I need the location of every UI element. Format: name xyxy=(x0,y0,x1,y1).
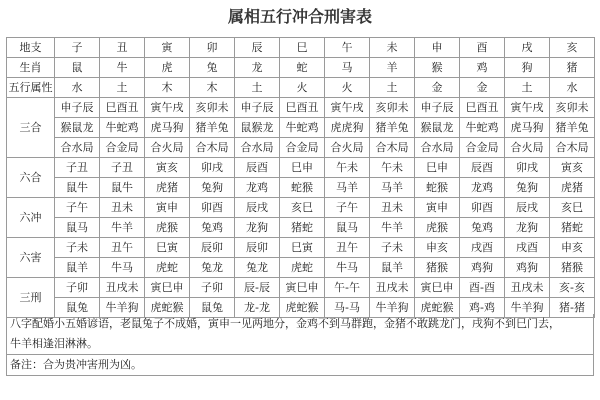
relation-cell: 兔龙 xyxy=(190,258,235,278)
relation-cell: 子丑 xyxy=(100,158,145,178)
relation-cell: 辰戌 xyxy=(505,198,550,218)
relation-cell: 合金局 xyxy=(460,138,505,158)
zodiac-row xyxy=(7,58,595,78)
relation-cell: 猪猴 xyxy=(415,258,460,278)
branch-cell: 子 xyxy=(55,38,100,58)
relation-cell: 牛蛇鸡 xyxy=(280,118,325,138)
relation-cell: 鼠羊 xyxy=(55,258,100,278)
branch-row xyxy=(7,38,595,58)
relation-cell: 鸡狗 xyxy=(460,258,505,278)
relation-cell: 辰-辰 xyxy=(235,278,280,298)
relation-cell: 亥卯未 xyxy=(370,98,415,118)
relation-cell: 合木局 xyxy=(550,138,595,158)
relation-cell: 虎猴 xyxy=(415,218,460,238)
zodiac-relations-table xyxy=(6,37,595,318)
relation-cell: 亥卯未 xyxy=(550,98,595,118)
element-cell: 木 xyxy=(190,78,235,98)
relation-cell: 丑午 xyxy=(325,238,370,258)
relation-cell: 猪蛇 xyxy=(550,218,595,238)
branch-cell: 未 xyxy=(370,38,415,58)
branch-cell: 午 xyxy=(325,38,370,58)
element-cell: 土 xyxy=(100,78,145,98)
relation-cell: 牛马 xyxy=(100,258,145,278)
relation-cell: 合火局 xyxy=(325,138,370,158)
element-cell: 土 xyxy=(505,78,550,98)
element-cell: 金 xyxy=(415,78,460,98)
relation-row xyxy=(7,258,595,278)
relation-cell: 牛蛇鸡 xyxy=(100,118,145,138)
zodiac-cell: 鸡 xyxy=(460,58,505,78)
relation-row xyxy=(7,138,595,158)
element-row xyxy=(7,78,595,98)
relation-cell: 亥卯未 xyxy=(190,98,235,118)
relation-cell: 牛羊 xyxy=(100,218,145,238)
relation-cell: 丑未 xyxy=(370,198,415,218)
branch-cell: 丑 xyxy=(100,38,145,58)
branch-cell: 亥 xyxy=(550,38,595,58)
relation-cell: 寅巳申 xyxy=(145,278,190,298)
relation-cell: 寅亥 xyxy=(550,158,595,178)
relation-cell: 鼠羊 xyxy=(370,258,415,278)
relation-cell: 酉-酉 xyxy=(460,278,505,298)
relation-cell: 合火局 xyxy=(505,138,550,158)
relation-cell: 子卯 xyxy=(190,278,235,298)
relation-cell: 马-马 xyxy=(325,298,370,318)
relation-cell: 虎马狗 xyxy=(505,118,550,138)
relation-cell: 申子辰 xyxy=(415,98,460,118)
relation-cell: 辰酉 xyxy=(235,158,280,178)
group-label: 六冲 xyxy=(7,198,55,238)
branch-cell: 寅 xyxy=(145,38,190,58)
relation-row xyxy=(7,278,595,298)
relation-cell: 子午 xyxy=(325,198,370,218)
relation-cell: 兔鸡 xyxy=(190,218,235,238)
relation-row xyxy=(7,178,595,198)
group-label: 三合 xyxy=(7,98,55,158)
relation-cell: 合木局 xyxy=(370,138,415,158)
zodiac-row-label: 生肖 xyxy=(7,58,55,78)
relation-cell: 虎猴 xyxy=(145,218,190,238)
relation-cell: 辰戌 xyxy=(235,198,280,218)
relation-cell: 亥巳 xyxy=(280,198,325,218)
relation-cell: 子午 xyxy=(55,198,100,218)
relation-cell: 寅巳申 xyxy=(280,278,325,298)
relation-cell: 亥-亥 xyxy=(550,278,595,298)
relation-cell: 寅申 xyxy=(415,198,460,218)
zodiac-cell: 羊 xyxy=(370,58,415,78)
relation-cell: 亥巳 xyxy=(550,198,595,218)
group-label: 六害 xyxy=(7,238,55,278)
relation-cell: 虎蛇猴 xyxy=(415,298,460,318)
relation-cell: 合水局 xyxy=(55,138,100,158)
relation-cell: 合金局 xyxy=(280,138,325,158)
relation-cell: 丑未 xyxy=(100,198,145,218)
relation-cell: 巳申 xyxy=(415,158,460,178)
zodiac-cell: 狗 xyxy=(505,58,550,78)
relation-cell: 兔龙 xyxy=(235,258,280,278)
relation-cell: 子卯 xyxy=(55,278,100,298)
remark: 备注：合为贵冲害刑为凶。 xyxy=(7,354,593,375)
relation-cell: 鼠兔 xyxy=(190,298,235,318)
relation-cell: 虎虎狗 xyxy=(325,118,370,138)
relation-cell: 鼠马 xyxy=(325,218,370,238)
relation-cell: 猪蛇 xyxy=(280,218,325,238)
relation-cell: 戌酉 xyxy=(460,238,505,258)
page-title: 属相五行冲合刑害表 xyxy=(227,7,372,26)
relation-cell: 寅亥 xyxy=(145,158,190,178)
branch-cell: 巳 xyxy=(280,38,325,58)
zodiac-cell: 鼠 xyxy=(55,58,100,78)
zodiac-cell: 马 xyxy=(325,58,370,78)
relation-cell: 猪-猪 xyxy=(550,298,595,318)
proverb-line-2: 牛羊相逢泪淋淋。 xyxy=(10,337,98,350)
relation-cell: 鸡狗 xyxy=(505,258,550,278)
relation-cell: 猪羊兔 xyxy=(550,118,595,138)
zodiac-cell: 兔 xyxy=(190,58,235,78)
relation-cell: 马羊 xyxy=(325,178,370,198)
relation-cell: 兔狗 xyxy=(190,178,235,198)
element-cell: 土 xyxy=(235,78,280,98)
element-cell: 金 xyxy=(460,78,505,98)
relation-cell: 子未 xyxy=(370,238,415,258)
relation-cell: 龙鸡 xyxy=(235,178,280,198)
branch-cell: 酉 xyxy=(460,38,505,58)
relation-cell: 龙狗 xyxy=(505,218,550,238)
relation-cell: 卯酉 xyxy=(460,198,505,218)
relation-cell: 子丑 xyxy=(55,158,100,178)
relation-cell: 丑戌未 xyxy=(100,278,145,298)
relation-cell: 辰卯 xyxy=(190,238,235,258)
relation-cell: 鼠马 xyxy=(55,218,100,238)
relation-cell: 蛇猴 xyxy=(280,178,325,198)
relation-cell: 合金局 xyxy=(100,138,145,158)
element-cell: 木 xyxy=(145,78,190,98)
relation-row xyxy=(7,198,595,218)
relation-cell: 申亥 xyxy=(415,238,460,258)
relation-cell: 虎猪 xyxy=(550,178,595,198)
relation-cell: 午未 xyxy=(370,158,415,178)
relation-cell: 午-午 xyxy=(325,278,370,298)
relation-cell: 牛羊狗 xyxy=(505,298,550,318)
relation-cell: 巳酉丑 xyxy=(460,98,505,118)
relation-cell: 虎蛇猴 xyxy=(145,298,190,318)
relation-cell: 寅午戌 xyxy=(505,98,550,118)
relation-cell: 猴鼠龙 xyxy=(415,118,460,138)
relation-cell: 巳酉丑 xyxy=(100,98,145,118)
relation-cell: 巳申 xyxy=(280,158,325,178)
element-cell: 水 xyxy=(55,78,100,98)
group-label: 三刑 xyxy=(7,278,55,318)
relation-row xyxy=(7,98,595,118)
relation-cell: 合火局 xyxy=(145,138,190,158)
relation-cell: 鸡-鸡 xyxy=(460,298,505,318)
relation-cell: 午未 xyxy=(325,158,370,178)
relation-row xyxy=(7,238,595,258)
zodiac-cell: 龙 xyxy=(235,58,280,78)
proverb-line-1: 八字配婚小五婚谚语，老鼠兔子不成婚，寅申一见两地分，金鸡不到马群跑，金猪不敢跳龙门，戌狗不到巳门去， xyxy=(10,317,560,330)
relation-cell: 寅申 xyxy=(145,198,190,218)
relation-cell: 兔鸡 xyxy=(460,218,505,238)
element-cell: 火 xyxy=(280,78,325,98)
zodiac-cell: 猴 xyxy=(415,58,460,78)
relation-cell: 猴鼠龙 xyxy=(55,118,100,138)
relation-cell: 龙狗 xyxy=(235,218,280,238)
element-cell: 土 xyxy=(370,78,415,98)
zodiac-cell: 虎 xyxy=(145,58,190,78)
branch-cell: 辰 xyxy=(235,38,280,58)
relation-cell: 马羊 xyxy=(370,178,415,198)
branch-row-label: 地支 xyxy=(7,38,55,58)
relation-cell: 龙-龙 xyxy=(235,298,280,318)
relation-cell: 牛蛇鸡 xyxy=(460,118,505,138)
relation-cell: 虎蛇 xyxy=(145,258,190,278)
relation-cell: 申亥 xyxy=(550,238,595,258)
branch-cell: 卯 xyxy=(190,38,235,58)
relation-cell: 牛羊 xyxy=(370,218,415,238)
relation-row xyxy=(7,158,595,178)
element-cell: 水 xyxy=(550,78,595,98)
relation-cell: 猪羊兔 xyxy=(190,118,235,138)
relation-cell: 卯戌 xyxy=(190,158,235,178)
relation-cell: 牛羊狗 xyxy=(100,298,145,318)
relation-row xyxy=(7,118,595,138)
relation-cell: 巳寅 xyxy=(145,238,190,258)
relation-row xyxy=(7,218,595,238)
relation-cell: 丑午 xyxy=(100,238,145,258)
relation-cell: 虎猪 xyxy=(145,178,190,198)
relation-cell: 辰酉 xyxy=(460,158,505,178)
relation-cell: 蛇猴 xyxy=(415,178,460,198)
relation-cell: 辰卯 xyxy=(235,238,280,258)
relation-cell: 兔狗 xyxy=(505,178,550,198)
relation-cell: 牛羊狗 xyxy=(370,298,415,318)
relation-cell: 猪羊兔 xyxy=(370,118,415,138)
relation-cell: 鼠猴龙 xyxy=(235,118,280,138)
relation-cell: 巳酉丑 xyxy=(280,98,325,118)
relation-cell: 申子辰 xyxy=(235,98,280,118)
relation-cell: 鼠牛 xyxy=(100,178,145,198)
element-row-label: 五行属性 xyxy=(7,78,55,98)
relation-cell: 猪猴 xyxy=(550,258,595,278)
relation-cell: 申子辰 xyxy=(55,98,100,118)
relation-cell: 虎蛇猴 xyxy=(280,298,325,318)
zodiac-cell: 猪 xyxy=(550,58,595,78)
notes-box xyxy=(6,314,594,376)
relation-cell: 卯酉 xyxy=(190,198,235,218)
zodiac-cell: 蛇 xyxy=(280,58,325,78)
relation-cell: 鼠兔 xyxy=(55,298,100,318)
relation-cell: 寅巳申 xyxy=(415,278,460,298)
relation-cell: 丑戌未 xyxy=(505,278,550,298)
zodiac-cell: 牛 xyxy=(100,58,145,78)
relation-cell: 合木局 xyxy=(190,138,235,158)
relation-cell: 卯戌 xyxy=(505,158,550,178)
element-cell: 火 xyxy=(325,78,370,98)
relation-cell: 寅午戌 xyxy=(145,98,190,118)
relation-cell: 合水局 xyxy=(235,138,280,158)
relation-cell: 合水局 xyxy=(415,138,460,158)
relation-cell: 虎马狗 xyxy=(145,118,190,138)
relation-cell: 丑戌未 xyxy=(370,278,415,298)
relation-cell: 牛马 xyxy=(325,258,370,278)
branch-cell: 戌 xyxy=(505,38,550,58)
relation-cell: 龙鸡 xyxy=(460,178,505,198)
relation-cell: 虎蛇 xyxy=(280,258,325,278)
relation-cell: 戌酉 xyxy=(505,238,550,258)
group-label: 六合 xyxy=(7,158,55,198)
branch-cell: 申 xyxy=(415,38,460,58)
relation-cell: 巳寅 xyxy=(280,238,325,258)
relation-cell: 子未 xyxy=(55,238,100,258)
relation-cell: 鼠牛 xyxy=(55,178,100,198)
relation-cell: 寅午戌 xyxy=(325,98,370,118)
